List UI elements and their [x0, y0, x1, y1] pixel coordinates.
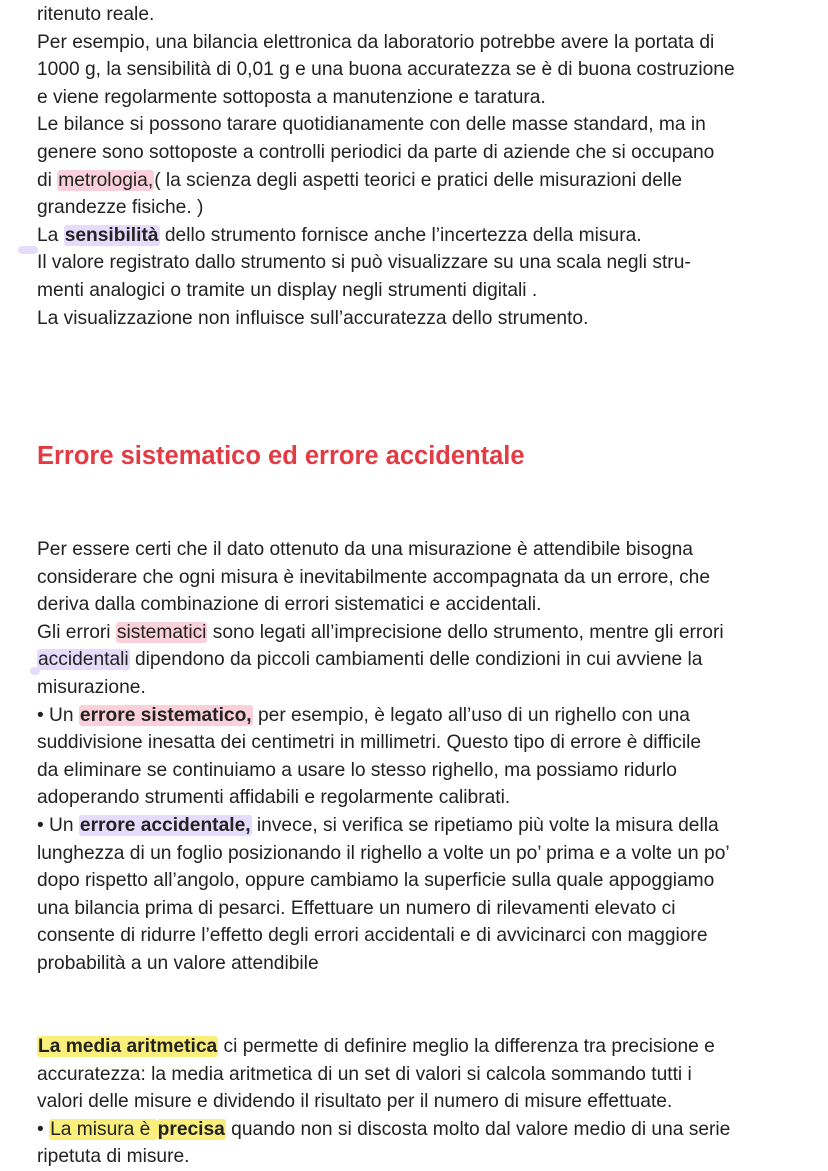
text-span: di — [37, 169, 58, 191]
text-span: • Un — [37, 814, 79, 836]
text-span: La — [37, 224, 64, 246]
text-line: dopo rispetto all’angolo, oppure cambiamo la superficie sulla quale appoggiamo — [37, 870, 715, 892]
text-line: una bilancia prima di pesarci. Effettuare un numero di rilevamenti elevato ci — [37, 897, 676, 919]
errors-paragraphs — [37, 536, 807, 978]
highlight-errore-sistematico: errore sistematico, — [79, 704, 252, 726]
text-span: • — [37, 1118, 50, 1140]
text-line: da eliminare se continuiamo a usare lo stesso righello, ma possiamo ridurlo — [37, 759, 677, 781]
highlight-sistematici: sistematici — [116, 621, 207, 643]
highlight-errore-accidentale: errore accidentale, — [79, 814, 251, 836]
text-line: misurazione. — [37, 676, 146, 698]
text-line: probabilità a un valore attendibile — [37, 952, 319, 974]
highlight-la-misura: La misura è — [50, 1118, 156, 1140]
text-line — [37, 646, 807, 674]
text-line: menti analogici o tramite un display negli strumenti digitali . — [37, 279, 538, 301]
media-paragraphs — [37, 1033, 807, 1171]
text-line: adoperando strumenti affidabili e regolarmente calibrati. — [37, 787, 511, 809]
text-span: invece, si verifica se ripetiamo più volte la misura della — [251, 814, 719, 836]
text-line: Per essere certi che il dato ottenuto da una misurazione è attendibile bisogna — [37, 539, 693, 560]
text-line: suddivisione inesatta dei centimetri in millimetri. Questo tipo di errore è difficile — [37, 732, 702, 754]
text-line — [37, 619, 807, 647]
intro-paragraphs — [37, 1, 807, 332]
text-line: deriva dalla combinazione di errori sistematici e accidentali. — [37, 594, 542, 616]
section-heading: Errore sistematico ed errore accidentale — [37, 442, 525, 470]
text-line: La visualizzazione non influisce sull’accuratezza dello strumento. — [37, 307, 589, 329]
text-span: dipendono da piccoli cambiamenti delle condizioni in cui avviene la — [129, 649, 703, 671]
text-line: e viene regolarmente sottoposta a manutenzione e taratura. — [37, 86, 546, 108]
text-line: considerare che ogni misura è inevitabilmente accompagnata da un errore, che — [37, 566, 711, 588]
text-span: dello strumento fornisce anche l’incertezza della misura. — [159, 224, 642, 246]
bullet-line — [37, 702, 807, 730]
text-span: • Un — [37, 704, 79, 726]
highlight-accidentali: accidentali — [38, 649, 129, 671]
text-span: ci permette di definire meglio la differenza tra precisione e — [218, 1036, 715, 1057]
highlight-metrologia: metrologia, — [58, 169, 154, 191]
text-line: Il valore registrato dallo strumento si può visualizzare su una scala negli stru- — [37, 252, 691, 274]
text-line: genere sono sottoposte a controlli periodici da parte di aziende che si occupano — [37, 141, 715, 163]
text-line: Per esempio, una bilancia elettronica da laboratorio potrebbe avere la portata di — [37, 31, 715, 53]
text-line: lunghezza di un foglio posizionando il righello a volte un po’ prima e a volte un po’ — [37, 842, 730, 864]
text-line: consente di ridurre l’effetto degli errori accidentali e di avvicinarci con maggiore — [37, 925, 708, 947]
text-line: accuratezza: la media aritmetica di un set di valori si calcola sommando tutti i — [37, 1063, 692, 1085]
text-line: ripetuta di misure. — [37, 1146, 190, 1168]
text-span: sono legati all’imprecisione dello strumento, mentre gli errori — [207, 621, 724, 643]
text-line — [37, 222, 807, 250]
text-line: grandezze fisiche. ) — [37, 197, 204, 219]
highlight-media-aritmetica: La media aritmetica — [38, 1036, 218, 1057]
bullet-line — [37, 812, 807, 840]
text-span: quando non si discosta molto dal valore medio di una serie — [225, 1118, 731, 1140]
text-line: valori delle misure e dividendo il risultato per il numero di misure effettuate. — [37, 1091, 673, 1113]
highlight-sensibilita: sensibilità — [64, 224, 159, 246]
highlight-precisa: precisa — [157, 1118, 225, 1140]
text-span: per esempio, è legato all’uso di un righello con una — [252, 704, 690, 726]
bullet-line — [37, 1116, 807, 1144]
text-span: ( la scienza degli aspetti teorici e pratici delle misurazioni delle — [154, 169, 683, 191]
text-line: 1000 g, la sensibilità di 0,01 g e una buona accuratezza se è di buona costruzione — [37, 59, 735, 81]
text-line: ritenuto reale. — [37, 4, 155, 25]
text-line — [37, 1033, 807, 1061]
highlight-mark — [18, 246, 38, 254]
text-span: Gli errori — [37, 621, 116, 643]
text-line: Le bilance si possono tarare quotidianamente con delle masse standard, ma in — [37, 114, 706, 136]
text-line — [37, 167, 807, 195]
